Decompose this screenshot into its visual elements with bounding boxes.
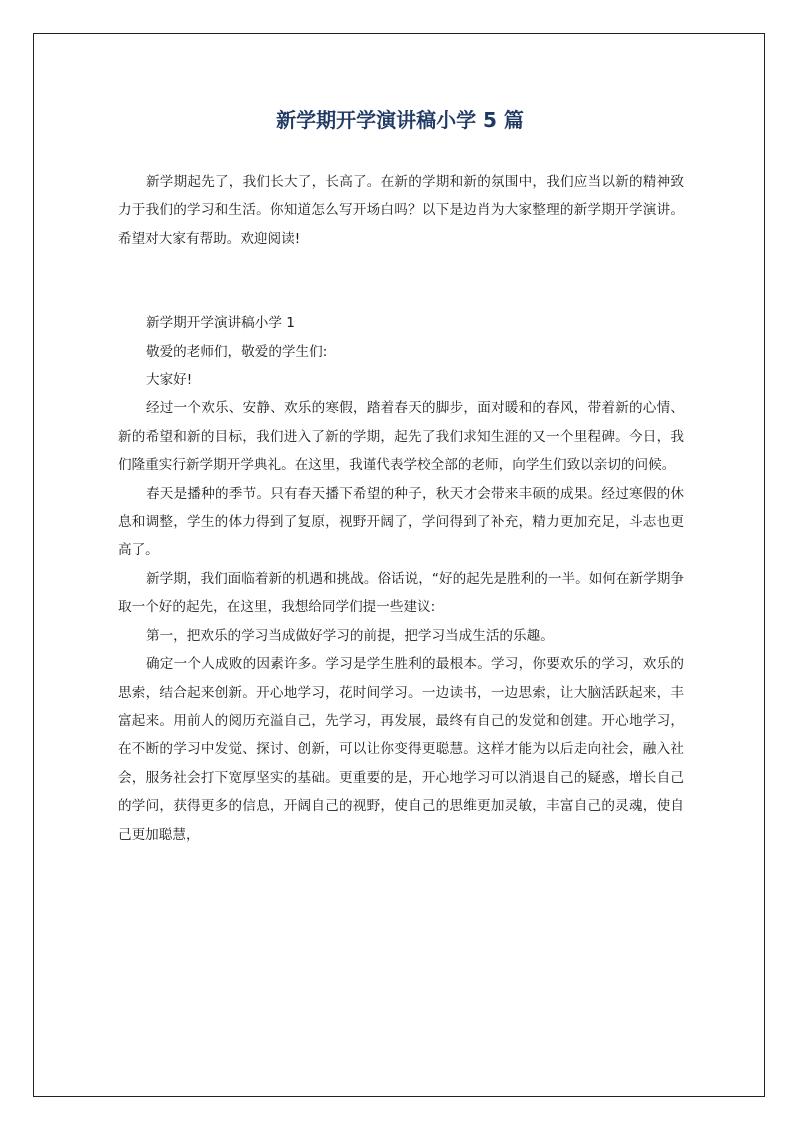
salutation: 敬爱的老师们，敬爱的学生们: bbox=[146, 343, 328, 360]
section-spacer bbox=[118, 253, 684, 309]
document-title: 新学期开学演讲稿小学 5 篇 bbox=[276, 108, 524, 132]
document-body bbox=[118, 168, 684, 849]
body-paragraph: 第一，把欢乐的学习当成做好学习的前提，把学习当成生活的乐趣。 bbox=[146, 627, 554, 644]
body-paragraph: 确定一个人成败的因素许多。学习是学生胜利的最根本。学习，你要欢乐的学习，欢乐的思索，结合起来创新。开心地学习，花时间学习。一边读书，一边思索，让大脑活跃起来，丰富起来。用前人的阅历充溢自己，先学习，再发展，最终有自己的发觉和创建。开心地学习，在不断的学习中发觉、探讨、创新，可以让你变得更聪慧。这样才能为以后走向社会，融入社会，服务社会打下宽厚坚实的基础。更重要的是，开心地学习可以消退自己的疑惑，增长自己的学问，获得更多的信息，开阔自己的视野，使自己的思维更加灵敏，丰富自己的灵魂，使自己更加聪慧， bbox=[118, 656, 684, 843]
greeting: 大家好! bbox=[146, 372, 193, 389]
intro-paragraph: 新学期起先了，我们长大了，长高了。在新的学期和新的氛围中，我们应当以新的精神致力于我们的学习和生活。你知道怎么写开场白吗？以下是边肖为大家整理的新学期开学演讲。希望对大家有帮助。欢迎阅读! bbox=[118, 174, 684, 247]
body-paragraph: 春天是播种的季节。只有春天播下希望的种子，秋天才会带来丰硕的成果。经过寒假的休息和调整，学生的体力得到了复原，视野开阔了，学问得到了补充，精力更加充足，斗志也更高了。 bbox=[118, 485, 684, 559]
body-paragraph: 新学期，我们面临着新的机遇和挑战。俗话说，“好的起先是胜利的一半。如何在新学期争取一个好的起先，在这里，我想给同学们提一些建议: bbox=[118, 570, 684, 616]
body-paragraph: 经过一个欢乐、安静、欢乐的寒假，踏着春天的脚步，面对暖和的春风，带着新的心情、新的希望和新的目标，我们进入了新的学期，起先了我们求知生涯的又一个里程碑。今日，我们隆重实行新学期开学典礼。在这里，我谨代表学校全部的老师，向学生们致以亲切的问候。 bbox=[118, 400, 684, 474]
section-heading: 新学期开学演讲稿小学 1 bbox=[146, 315, 295, 332]
